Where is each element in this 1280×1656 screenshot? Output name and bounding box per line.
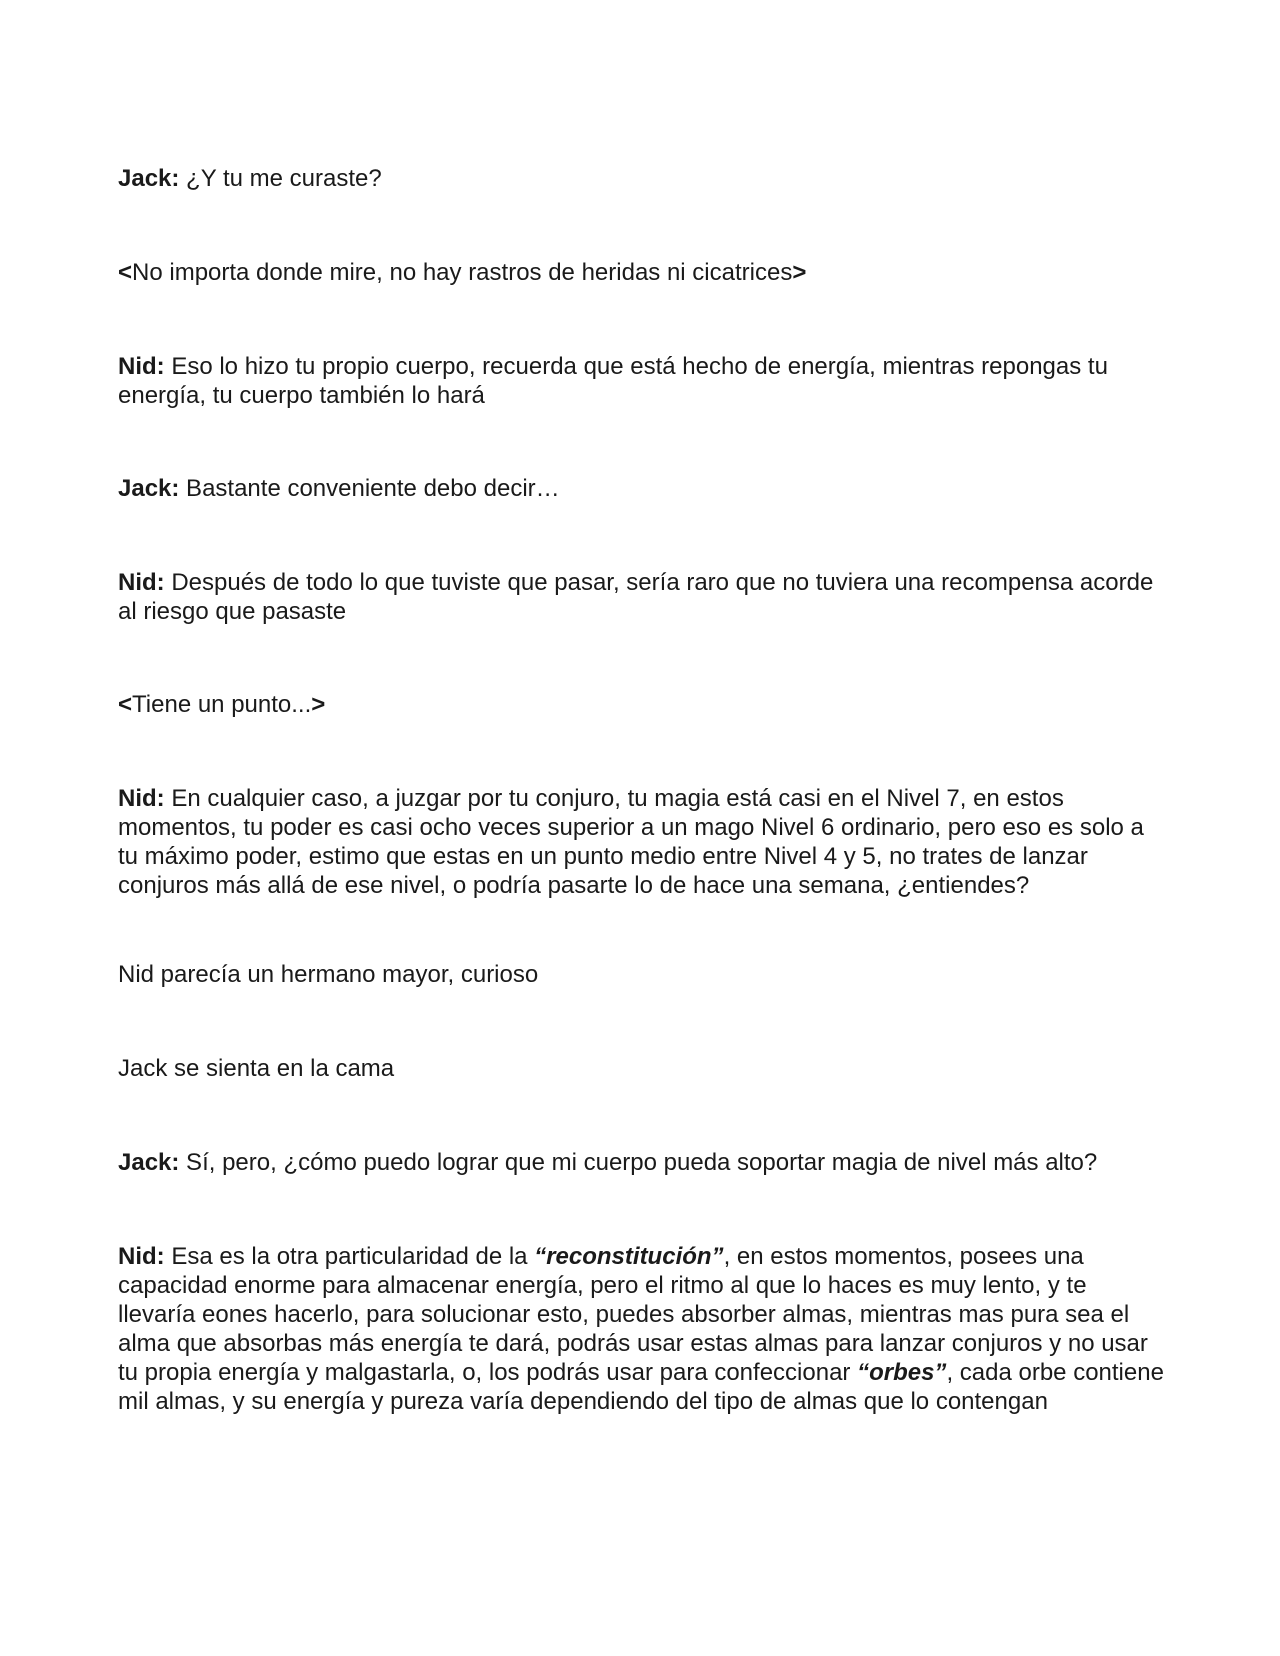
speaker-name: Nid: [118, 569, 165, 596]
thought-close-bracket: > [311, 691, 326, 718]
dialogue-paragraph [118, 784, 1164, 900]
thought-paragraph [118, 690, 1164, 719]
dialogue-paragraph [118, 352, 1164, 410]
dialogue-text: Bastante conveniente debo decir… [179, 475, 560, 502]
dialogue-text: ¿Y tu me curaste? [179, 165, 382, 192]
emphasized-term: “reconstitución” [534, 1243, 724, 1270]
emphasized-term: “orbes” [857, 1359, 947, 1386]
dialogue-paragraph [118, 164, 1164, 193]
narration-text: Jack se sienta en la cama [118, 1055, 395, 1082]
dialogue-text: , cada orbe contiene mil almas, y su energía y pureza varía dependiendo del tipo de almas que lo contengan [118, 1359, 1164, 1415]
speaker-name: Nid: [118, 1243, 165, 1270]
dialogue-paragraph [118, 1242, 1164, 1416]
speaker-name: Nid: [118, 353, 165, 380]
dialogue-paragraph [118, 568, 1164, 626]
thought-text: Tiene un punto... [132, 691, 312, 718]
dialogue-text: Después de todo lo que tuviste que pasar, sería raro que no tuviera una recompensa acorde al riesgo que pasaste [118, 569, 1154, 625]
thought-text: No importa donde mire, no hay rastros de heridas ni cicatrices [132, 259, 793, 286]
speaker-name: Nid: [118, 785, 165, 812]
speaker-name: Jack: [118, 1149, 180, 1176]
dialogue-text: , en estos momentos, posees una capacidad enorme para almacenar energía, pero el ritmo al que lo haces es muy lento, y te llevaría eones hacerlo, para solucionar esto, puedes absorber almas, mientras mas pura sea el alma que absorbas más energía te dará, podrás usar estas almas para lanzar conjuros y no usar tu propia energía y malgastarla, o, los podrás usar para confeccionar [118, 1243, 1148, 1386]
thought-paragraph [118, 258, 1164, 287]
dialogue-text: Esa es la otra particularidad de la [164, 1243, 535, 1270]
narration-paragraph [118, 1054, 1164, 1083]
speaker-name: Jack: [118, 475, 180, 502]
thought-open-bracket: < [118, 259, 133, 286]
thought-open-bracket: < [118, 691, 133, 718]
narration-paragraph [118, 960, 1164, 989]
dialogue-text: Eso lo hizo tu propio cuerpo, recuerda que está hecho de energía, mientras repongas tu energía, tu cuerpo también lo hará [118, 353, 1108, 409]
dialogue-text: En cualquier caso, a juzgar por tu conjuro, tu magia está casi en el Nivel 7, en estos momentos, tu poder es casi ocho veces superior a un mago Nivel 6 ordinario, pero eso es solo a tu máximo poder, estimo que estas en un punto medio entre Nivel 4 y 5, no trates de lanzar conjuros más allá de ese nivel, o podría pasarte lo de hace una semana, ¿entiendes? [118, 785, 1144, 899]
narration-text: Nid parecía un hermano mayor, curioso [118, 961, 539, 988]
dialogue-paragraph [118, 1148, 1164, 1177]
thought-close-bracket: > [792, 259, 807, 286]
dialogue-text: Sí, pero, ¿cómo puedo lograr que mi cuerpo pueda soportar magia de nivel más alto? [179, 1149, 1098, 1176]
dialogue-paragraph [118, 474, 1164, 503]
speaker-name: Jack: [118, 165, 180, 192]
